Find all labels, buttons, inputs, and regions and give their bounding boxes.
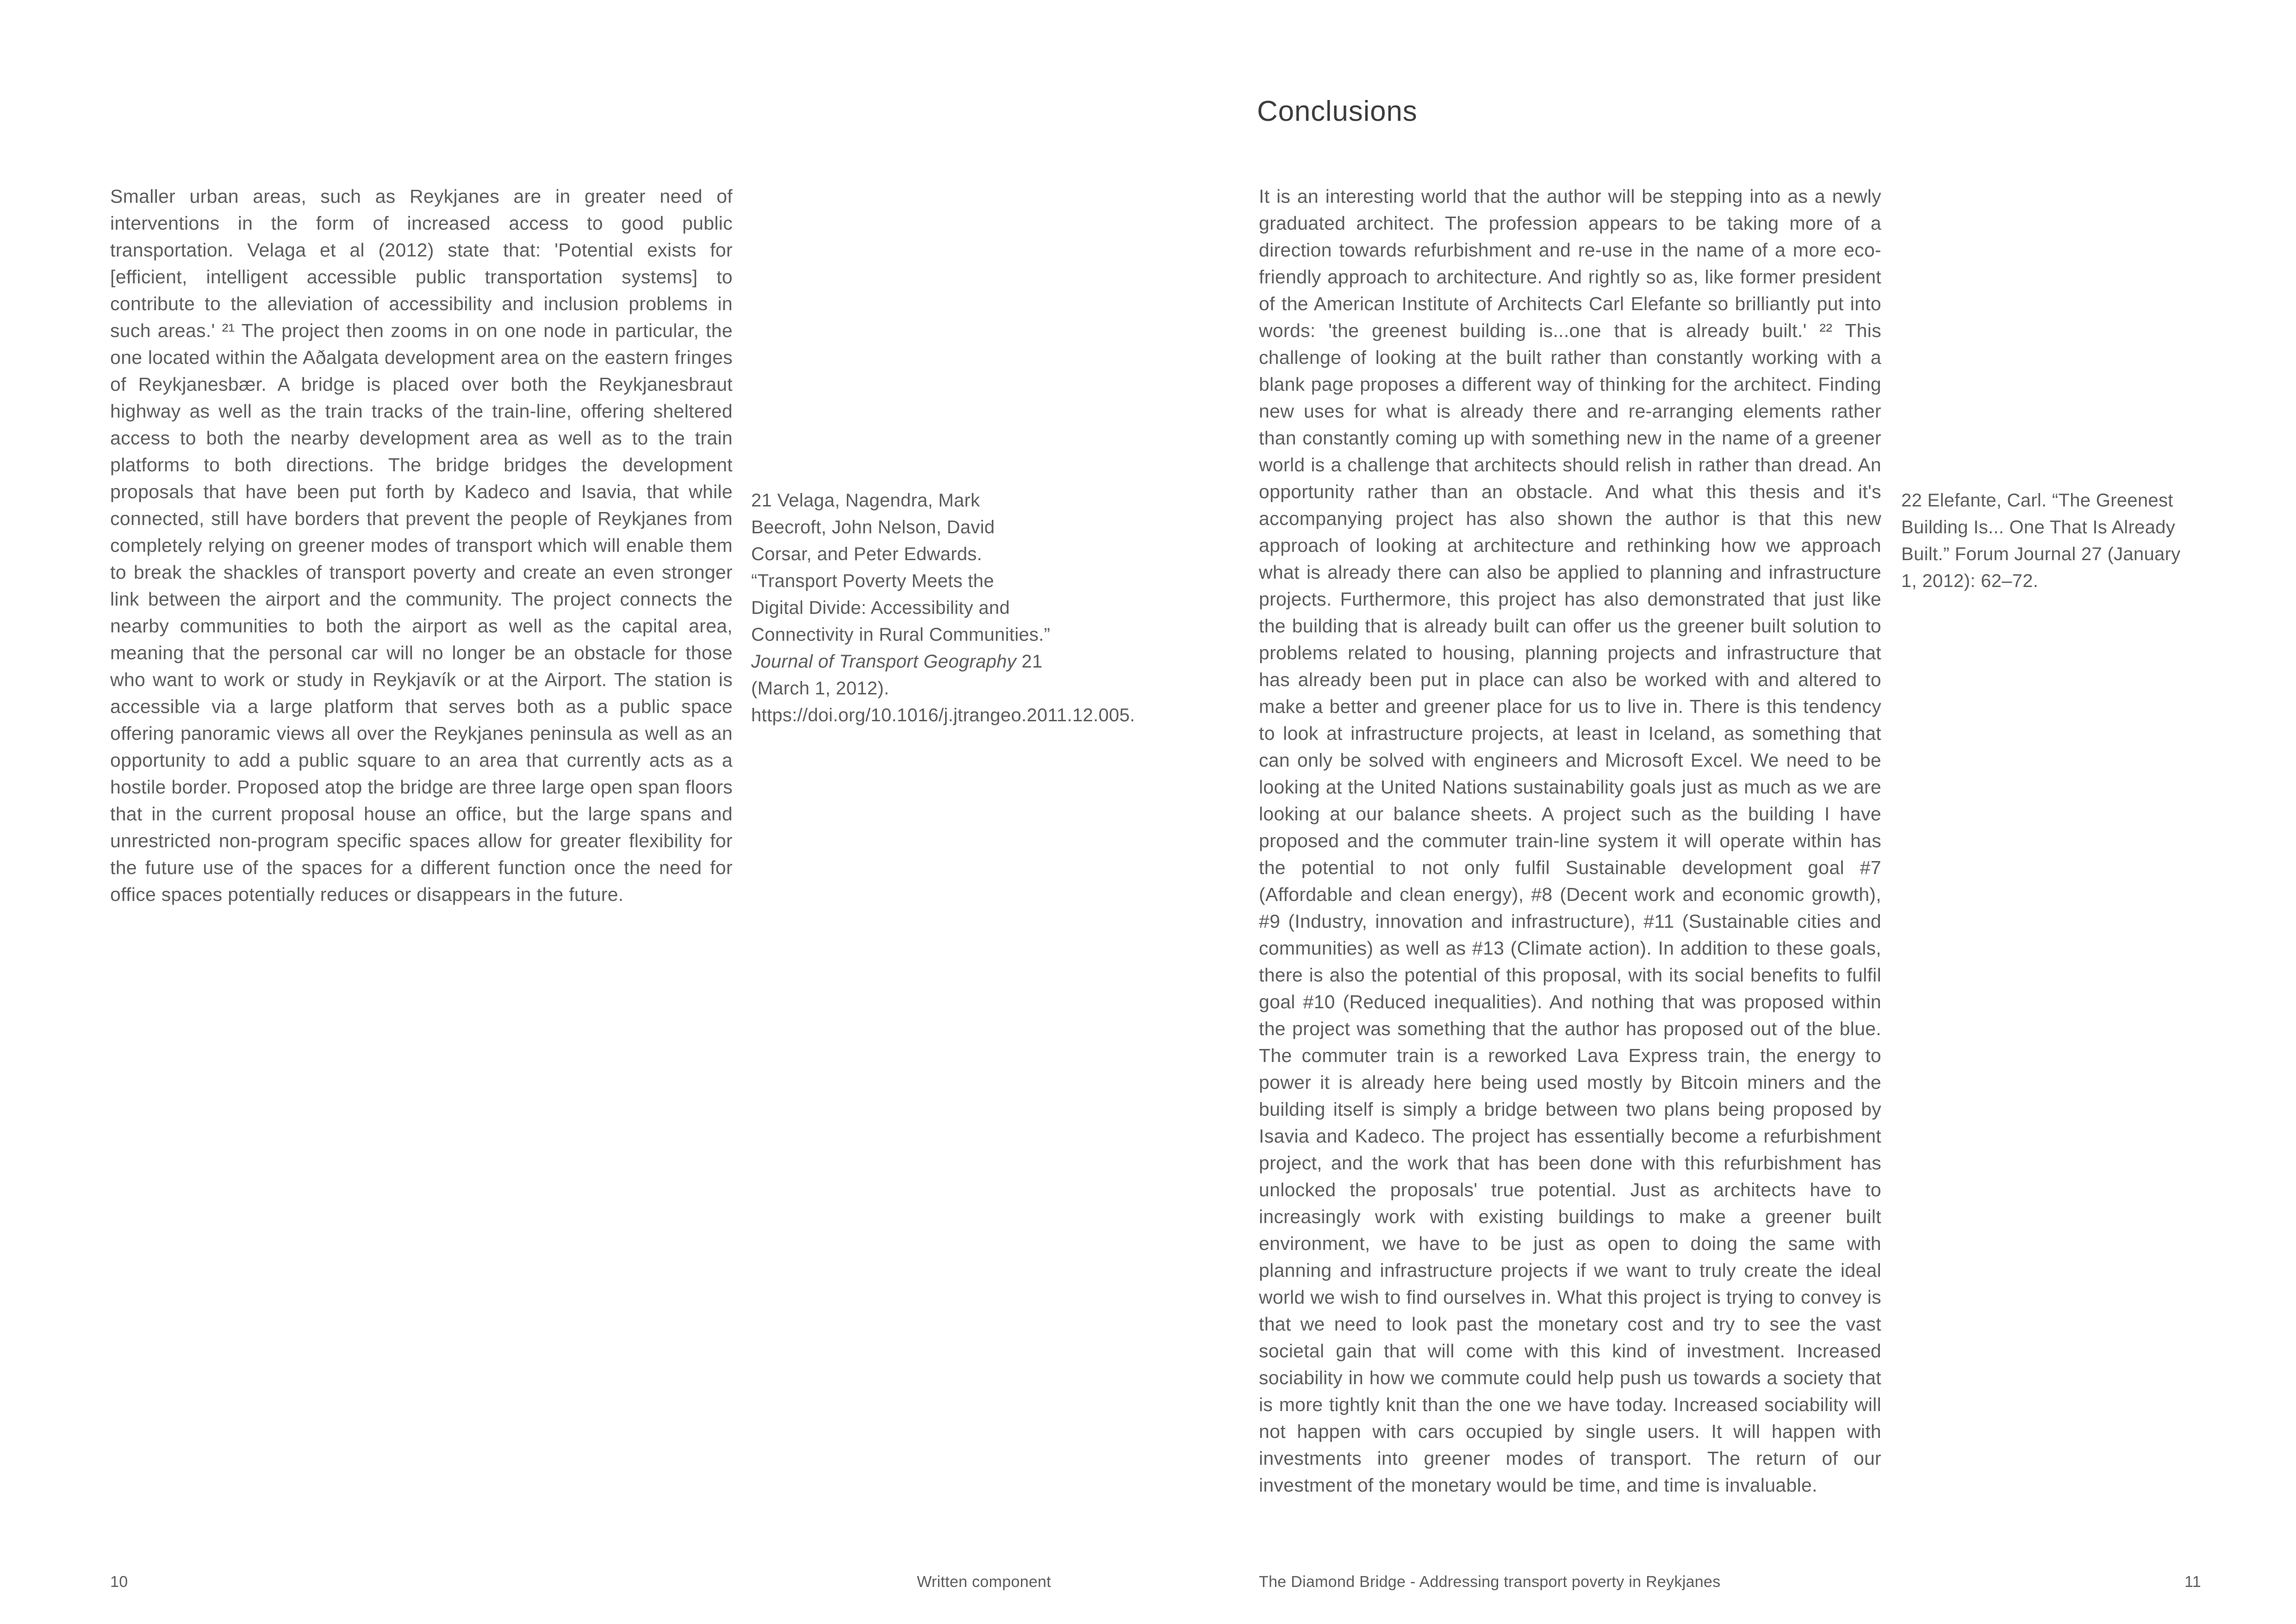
footnote-21-reference-details: 21 (March 1, 2012). https://doi.org/10.1016/j.jtrangeo.2011.12.005.: [751, 651, 1135, 725]
footnote-21-journal-title: Journal of Transport Geography: [751, 651, 1017, 672]
footnote-22: 22 Elefante, Carl. “The Greenest Building Is... One That Is Already Built.” Forum Journal 27 (January 1, 2012): 62–72.: [1901, 490, 2181, 591]
footer-section-label: Written component: [917, 1573, 1051, 1591]
footnote-21: [751, 487, 1135, 729]
page-number-left: 10: [110, 1573, 128, 1591]
footnote-21-citation-text: 21 Velaga, Nagendra, Mark Beecroft, John Nelson, David Corsar, and Peter Edwards. “Transport Poverty Meets the Digital Divide: Accessibility and Connectivity in Rural Communities.”: [751, 490, 1051, 645]
footer-document-title: The Diamond Bridge - Addressing transport poverty in Reykjanes: [1259, 1573, 1721, 1591]
footer: [0, 1570, 2296, 1593]
conclusions-heading: Conclusions: [1257, 95, 1418, 127]
page-number-right: 11: [2184, 1573, 2201, 1591]
left-page-body-text: Smaller urban areas, such as Reykjanes are in greater need of interventions in the form of increased access to good public transportation. Velaga et al (2012) state that: 'Potential exists for [efficient, intelligent accessible public transportation systems] to contribute to the alleviation of accessibility and inclusion problems in such areas.' ²¹ The project then zooms in on one node in particular, the one located within the Aðalgata development area on the eastern fringes of Reykjanesbær. A bridge is placed over both the Reykjanesbraut highway as well as the train tracks of the train-line, offering sheltered access to both the nearby development area as well as to the train platforms to both directions. The bridge bridges the development proposals that have been put forth by Kadeco and Isavia, that while connected, still have borders that prevent the people of Reykjanes from completely relying on greener modes of transport which will enable them to break the shackles of transport poverty and create an even stronger link between the airport and the community. The project connects the nearby communities to both the airport as well as the capital area, meaning that the personal car will no longer be an obstacle for those who want to work or study in Reykjavík or at the Airport. The station is accessible via a large platform that serves both as a public space offering panoramic views all over the Reykjanes peninsula as well as an opportunity to add a public square to an area that currently acts as a hostile border. Proposed atop the bridge are three large open span floors that in the current proposal house an office, but the large spans and unrestricted non-program specific spaces allow for greater flexibility for the future use of the spaces for a different function once the need for office spaces potentially reduces or disappears in the future.: [110, 186, 733, 905]
right-page-body-text: It is an interesting world that the author will be stepping into as a newly graduated architect. The profession appears to be taking more of a direction towards refurbishment and re-use in the name of a more eco-friendly approach to architecture. And rightly so as, like former president of the American Institute of Architects Carl Elefante so brilliantly put into words: 'the greenest building is...one that is already built.' ²² This challenge of looking at the built rather than constantly working with a blank page proposes a different way of thinking for the architect. Finding new uses for what is already there and re-arranging elements rather than constantly coming up with something new in the name of a greener world is a challenge that architects should relish in rather than dread. An opportunity rather than an obstacle. And what this thesis and it's accompanying project has also shown the author is that this new approach of looking at architecture and rethinking how we approach what is already there can also be applied to planning and infrastructure projects. Furthermore, this project has also demonstrated that just like the building that is already built can offer us the greener built solution to problems related to housing, planning projects and infrastructure that has already been put in place can also be worked with and altered to make a better and greener place for us to live in. There is this tendency to look at infrastructure projects, at least in Iceland, as something that can only be solved with engineers and Microsoft Excel. We need to be looking at the United Nations sustainability goals just as much as we are looking at our balance sheets. A project such as the building I have proposed and the commuter train-line system it will operate within has the potential to not only fulfil Sustainable development goal #7 (Affordable and clean energy), #8 (Decent work and economic growth), #9 (Industry, innovation and infrastructure), #11 (Sustainable cities and communities) as well as #13 (Climate action). In addition to these goals, there is also the potential of this proposal, with its social benefits to fulfil goal #10 (Reduced inequalities). And nothing that was proposed within the project was something that the author has proposed out of the blue. The commuter train is a reworked Lava Express train, the energy to power it is already here being used mostly by Bitcoin miners and the building itself is simply a bridge between two plans being proposed by Isavia and Kadeco. The project has essentially become a refurbishment project, and the work that has been done with this refurbishment has unlocked the proposals' true potential. Just as architects have to increasingly work with existing buildings to make a greener built environment, we have to be just as open to doing the same with planning and infrastructure projects if we want to truly create the ideal world we wish to find ourselves in. What this project is trying to convey is that we need to look past the monetary cost and try to see the vast societal gain that will come with this kind of investment. Increased sociability in how we commute could help push us towards a society that is more tightly knit than the one we have today. Increased sociability will not happen with cars occupied by single users. It will happen with investments into greener modes of transport. The return of our investment of the monetary would be time, and time is invaluable.: [1259, 186, 1881, 1496]
